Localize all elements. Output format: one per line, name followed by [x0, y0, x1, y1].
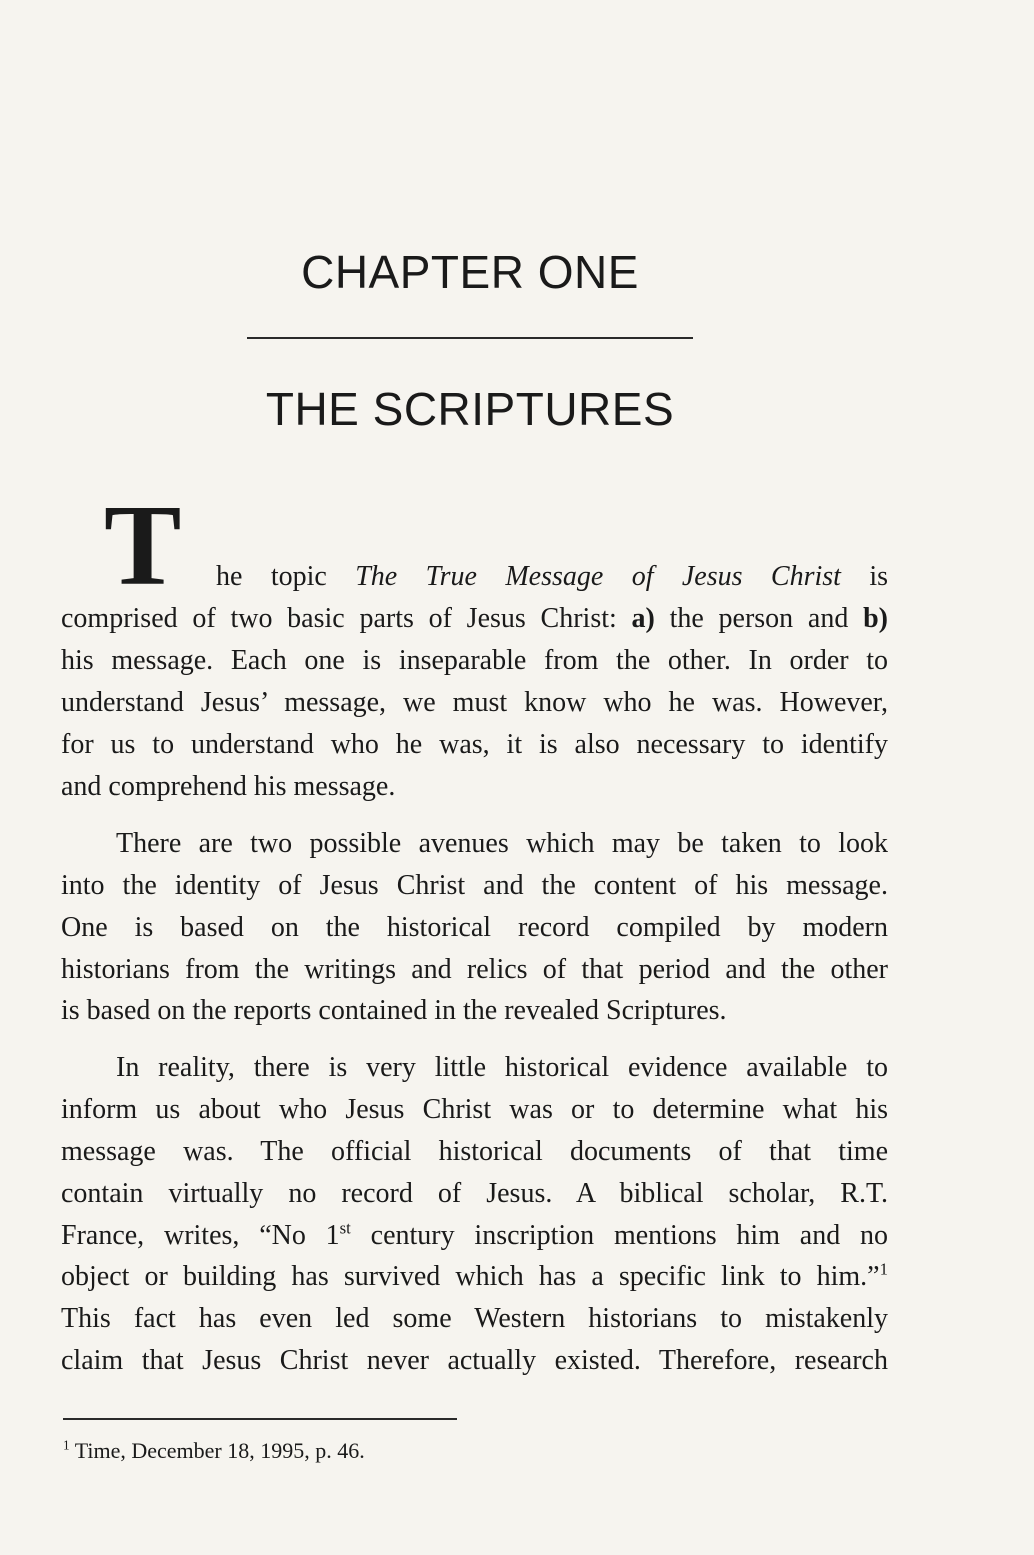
title-divider — [247, 337, 693, 339]
footnote-reference[interactable]: 1 — [879, 1259, 888, 1279]
footnote-marker: 1 — [63, 1437, 70, 1453]
text-line — [61, 1215, 888, 1257]
chapter-title: THE SCRIPTURES — [265, 383, 675, 435]
text-line: understand Jesus’ message, we must know who he was. However, — [61, 687, 888, 718]
book-title-italic: The True Message of Jesus Christ — [355, 561, 841, 592]
text-line: In reality, there is very little historical evidence available to — [116, 1052, 888, 1083]
text-line: contain virtually no record of Jesus. A biblical scholar, R.T. — [61, 1178, 888, 1209]
text-run: the person and — [654, 603, 864, 634]
text-run: is — [840, 561, 889, 592]
text-run: he topic — [216, 561, 356, 592]
text-line: inform us about who Jesus Christ was or to determine what his — [61, 1094, 888, 1125]
text-line: claim that Jesus Christ never actually existed. Therefore, research — [61, 1345, 888, 1376]
text-line — [61, 1256, 888, 1298]
footnote-divider — [63, 1418, 457, 1420]
drop-cap: T — [104, 482, 182, 610]
chapter-label: CHAPTER ONE — [301, 246, 639, 298]
text-line: and comprehend his message. — [61, 771, 396, 802]
text-line: message was. The official historical documents of that time — [61, 1136, 888, 1167]
text-line: This fact has even led some Western historians to mistakenly — [61, 1303, 888, 1334]
text-run: France, writes, “No 1 — [61, 1220, 340, 1251]
text-line: his message. Each one is inseparable from the other. In order to — [61, 645, 888, 676]
text-run: century inscription mentions him and no — [350, 1220, 889, 1251]
text-line — [216, 556, 888, 598]
bold-marker: a) — [631, 603, 655, 634]
text-line: for us to understand who he was, it is also necessary to identify — [61, 729, 888, 760]
text-line: One is based on the historical record compiled by modern — [61, 912, 888, 943]
footnote-text: Time, December 18, 1995, p. 46. — [69, 1438, 365, 1463]
text-line: into the identity of Jesus Christ and the content of his message. — [61, 870, 888, 901]
ordinal-superscript: st — [339, 1218, 351, 1238]
bold-marker: b) — [863, 603, 888, 634]
footnote — [63, 1434, 365, 1468]
text-line: is based on the reports contained in the revealed Scriptures. — [61, 995, 727, 1026]
text-line: There are two possible avenues which may be taken to look — [116, 828, 888, 859]
text-run: comprised of two basic parts of Jesus Christ: — [61, 603, 632, 634]
text-run: object or building has survived which has a specific link to him.” — [61, 1261, 880, 1292]
text-line: historians from the writings and relics of that period and the other — [61, 954, 888, 985]
text-line — [61, 598, 888, 640]
